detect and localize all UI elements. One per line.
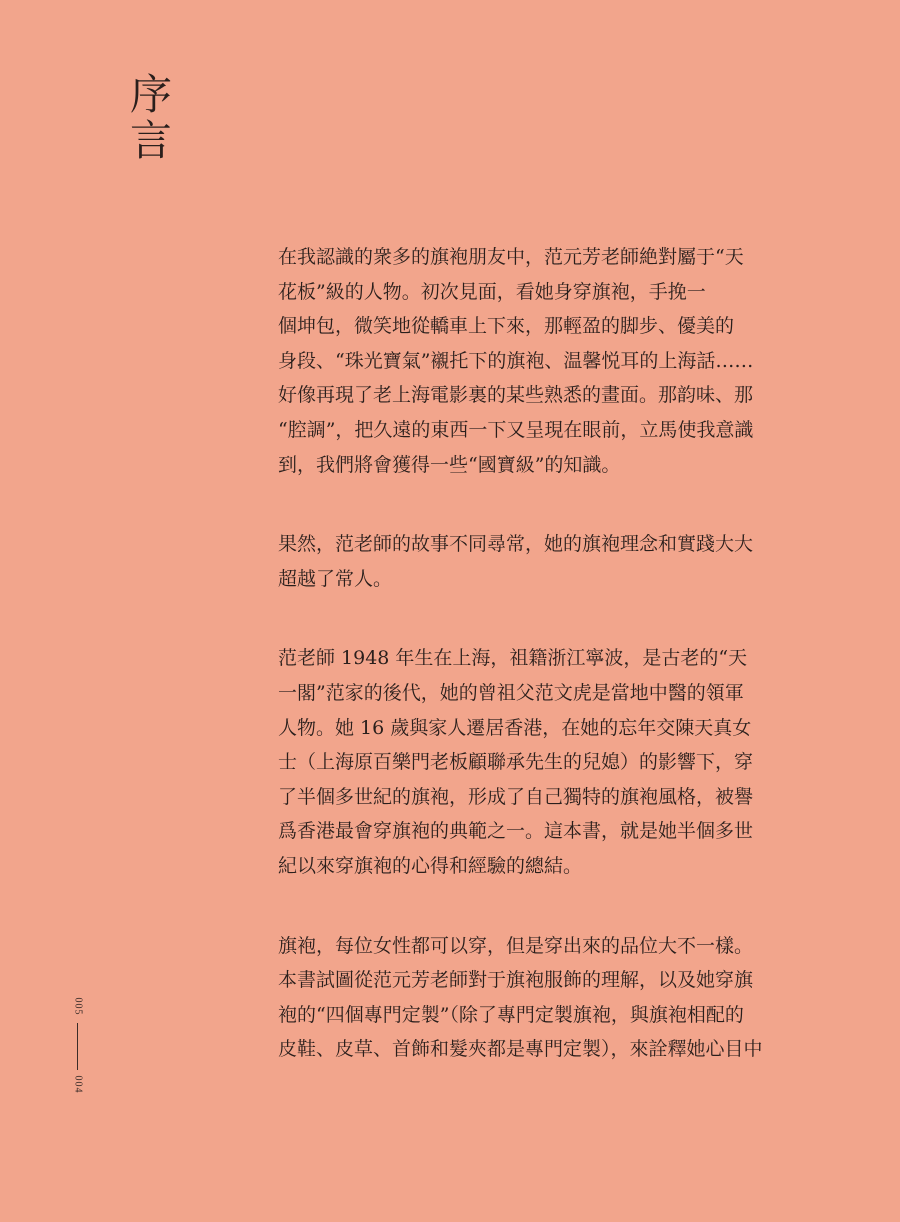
page-folio xyxy=(60,993,96,1103)
paragraph-3: 范老師 1948 年生在上海，祖籍浙江寧波，是古老的“天 一閣”范家的後代，她的曾祖父范文虎是當地中醫的領軍 人物。她 16 歲與家人遷居香港，在她的忘年交陳天真女 士（上海原百樂門老板顧聯承先生的兒媳）的影響下，穿 了半個多世紀的旗袍，形成了自己獨特的旗袍風格，被譽 爲香港最會穿旗袍的典範之一。這本書，就是她半個多世 紀以來穿旗袍的心得和經驗的總結。 xyxy=(278,647,754,877)
page-number-right: 005 xyxy=(72,997,84,1016)
title-char-1: 序 xyxy=(129,70,172,119)
body-text xyxy=(278,240,778,1112)
title-char-2: 言 xyxy=(129,116,172,165)
page-title xyxy=(126,72,176,164)
paragraph-2: 果然，范老師的故事不同尋常，她的旗袍理念和實踐大大 超越了常人。 xyxy=(278,533,754,590)
paragraph-1: 在我認識的衆多的旗袍朋友中，范元芳老師絶對屬于“天 花板”級的人物。初次見面，看她身穿旗袍，手挽一 個坤包，微笑地從轎車上下來，那輕盈的脚步、優美的 身段、“珠光寶氣”襯托下的旗袍、温馨悦耳的上海話…… 好像再現了老上海電影裏的某些熟悉的畫面。那韵味、那 “腔調”，把久遠的東西一下又呈現在眼前，立馬使我意識 到，我們將會獲得一些“國寶級”的知識。 xyxy=(278,246,754,476)
page-number-left: 004 xyxy=(72,1075,84,1094)
paragraph-4: 旗袍，每位女性都可以穿，但是穿出來的品位大不一樣。 本書試圖從范元芳老師對于旗袍服飾的理解，以及她穿旗 袍的“四個專門定製”（除了專門定製旗袍，與旗袍相配的 皮鞋、皮草、首飾和髮夾都是專門定製），來詮釋她心目中 xyxy=(278,934,763,1061)
folio-divider xyxy=(77,1023,78,1070)
